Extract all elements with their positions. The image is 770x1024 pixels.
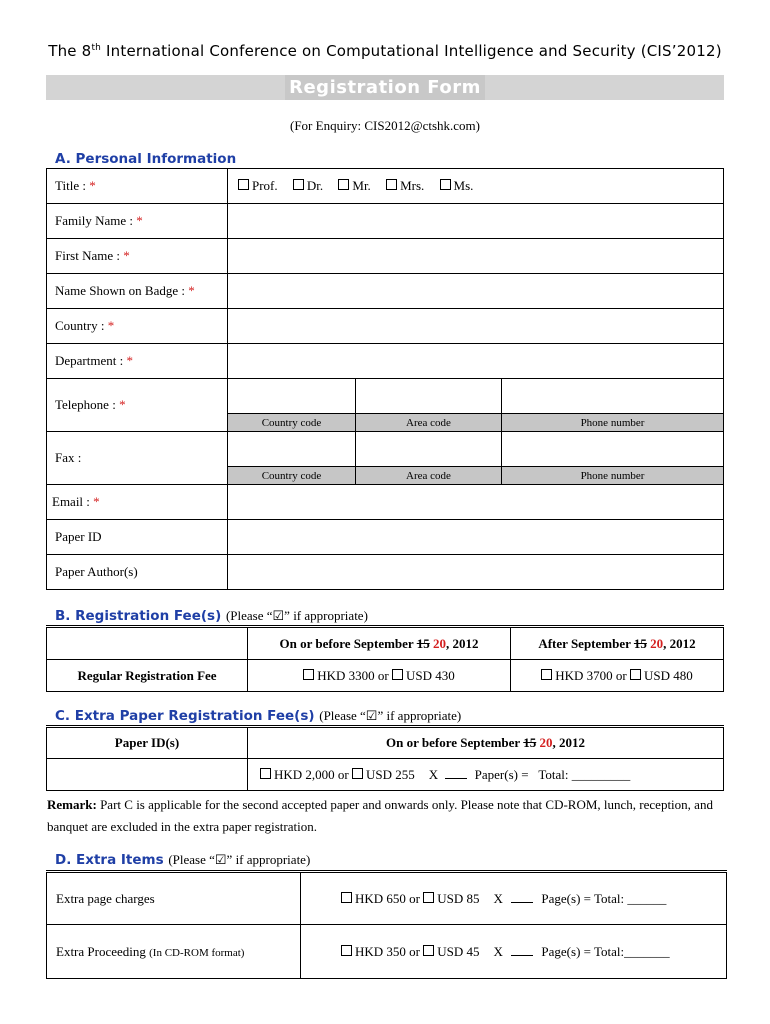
regular-fee-label: Regular Registration Fee (47, 660, 248, 692)
title-part: International Conference on Computational Intelligence and Security (CIS’2012) (101, 42, 722, 60)
department-field[interactable] (228, 344, 724, 379)
email-field[interactable] (228, 485, 724, 520)
family-name-field[interactable] (228, 204, 724, 239)
form-banner (46, 75, 724, 100)
checkbox-icon[interactable] (341, 945, 352, 956)
paper-count-blank[interactable] (445, 778, 467, 779)
personal-info-table (46, 168, 724, 590)
telephone-area-code-field[interactable] (356, 379, 502, 414)
first-name-label: First Name : * (47, 239, 228, 274)
extra-paper-fee-table (46, 725, 724, 791)
checkbox-icon[interactable] (423, 945, 434, 956)
title-option-dr[interactable]: Dr. (293, 178, 323, 193)
title-label: Title : * (47, 169, 228, 204)
early-fee-options: HKD 3300 or USD 430 (248, 660, 511, 692)
checkbox-icon[interactable] (630, 669, 641, 680)
paper-id-label: Paper ID (47, 520, 228, 555)
paper-ids-header: Paper ID(s) (47, 727, 248, 759)
checkbox-icon[interactable] (238, 179, 249, 190)
fax-country-code-field[interactable] (228, 432, 356, 467)
country-code-caption: Country code (228, 414, 356, 432)
section-b-note: (Please “☑” if appropriate) (225, 608, 368, 623)
section-c-heading: C. Extra Paper Registration Fee(s) (Please “☑” if appropriate) (55, 708, 462, 724)
checkbox-icon[interactable] (440, 179, 451, 190)
conference-title (0, 42, 770, 60)
section-b-heading: B. Registration Fee(s) (Please “☑” if appropriate) (55, 608, 368, 624)
title-option-mr[interactable]: Mr. (338, 178, 370, 193)
country-field[interactable] (228, 309, 724, 344)
checkbox-icon[interactable] (352, 768, 363, 779)
section-a-heading: A. Personal Information (55, 151, 237, 167)
title-option-prof[interactable]: Prof. (238, 178, 278, 193)
fee-header-blank (47, 627, 248, 660)
phone-number-caption: Phone number (502, 467, 724, 485)
early-fee-header: On or before September 15 20, 2012 (248, 627, 511, 660)
telephone-country-code-field[interactable] (228, 379, 356, 414)
checkbox-icon[interactable] (386, 179, 397, 190)
paper-authors-label: Paper Author(s) (47, 555, 228, 590)
title-part: The 8 (48, 42, 92, 60)
first-name-field[interactable] (228, 239, 724, 274)
badge-name-label: Name Shown on Badge : * (47, 274, 228, 309)
paper-id-field[interactable] (228, 520, 724, 555)
fax-number-field[interactable] (502, 432, 724, 467)
title-superscript: th (91, 43, 102, 53)
badge-name-field[interactable] (228, 274, 724, 309)
page-count-blank[interactable] (511, 902, 533, 903)
extra-proceeding-options: HKD 350 or USD 45 X Page(s) = Total:_______ (301, 925, 727, 979)
title-options (228, 169, 724, 204)
proceeding-count-blank[interactable] (511, 955, 533, 956)
title-option-mrs[interactable]: Mrs. (386, 178, 424, 193)
late-fee-header: After September 15 20, 2012 (511, 627, 724, 660)
checkbox-icon[interactable] (260, 768, 271, 779)
extra-proceeding-label: Extra Proceeding (In CD-ROM format) (47, 925, 301, 979)
extra-items-table (46, 870, 727, 979)
title-option-ms[interactable]: Ms. (440, 178, 474, 193)
section-c-note: (Please “☑” if appropriate) (319, 708, 462, 723)
phone-number-caption: Phone number (502, 414, 724, 432)
extra-page-options: HKD 650 or USD 85 X Page(s) = Total: ______ (301, 872, 727, 925)
checkbox-icon[interactable] (423, 892, 434, 903)
department-label: Department : * (47, 344, 228, 379)
paper-authors-field[interactable] (228, 555, 724, 590)
area-code-caption: Area code (356, 414, 502, 432)
checkbox-icon[interactable] (541, 669, 552, 680)
telephone-label: Telephone : * (47, 379, 228, 432)
registration-fee-table (46, 625, 724, 692)
remark-paragraph: Remark: Part C is applicable for the second accepted paper and onwards only. Please note that CD-ROM, lunch, reception, and banquet are excluded in the extra paper registration. (47, 797, 713, 834)
country-label: Country : * (47, 309, 228, 344)
fax-area-code-field[interactable] (356, 432, 502, 467)
fax-label: Fax : (47, 432, 228, 485)
enquiry-line: (For Enquiry: CIS2012@ctshk.com) (290, 118, 480, 133)
email-label: Email : * (47, 485, 228, 520)
extra-paper-date-header: On or before September 15 20, 2012 (248, 727, 724, 759)
area-code-caption: Area code (356, 467, 502, 485)
checkbox-icon[interactable] (338, 179, 349, 190)
checkbox-icon[interactable] (293, 179, 304, 190)
section-d-heading: D. Extra Items (Please “☑” if appropriate) (55, 852, 311, 868)
late-fee-options: HKD 3700 or USD 480 (511, 660, 724, 692)
telephone-number-field[interactable] (502, 379, 724, 414)
checkbox-icon[interactable] (303, 669, 314, 680)
extra-paper-options: HKD 2,000 or USD 255 X Paper(s) = Total: _________ (248, 759, 724, 791)
country-code-caption: Country code (228, 467, 356, 485)
checkbox-icon[interactable] (341, 892, 352, 903)
family-name-label: Family Name : * (47, 204, 228, 239)
section-d-note: (Please “☑” if appropriate) (168, 852, 311, 867)
extra-page-charges-label: Extra page charges (47, 872, 301, 925)
form-title: Registration Form (285, 75, 485, 100)
checkbox-icon[interactable] (392, 669, 403, 680)
paper-ids-field[interactable] (47, 759, 248, 791)
